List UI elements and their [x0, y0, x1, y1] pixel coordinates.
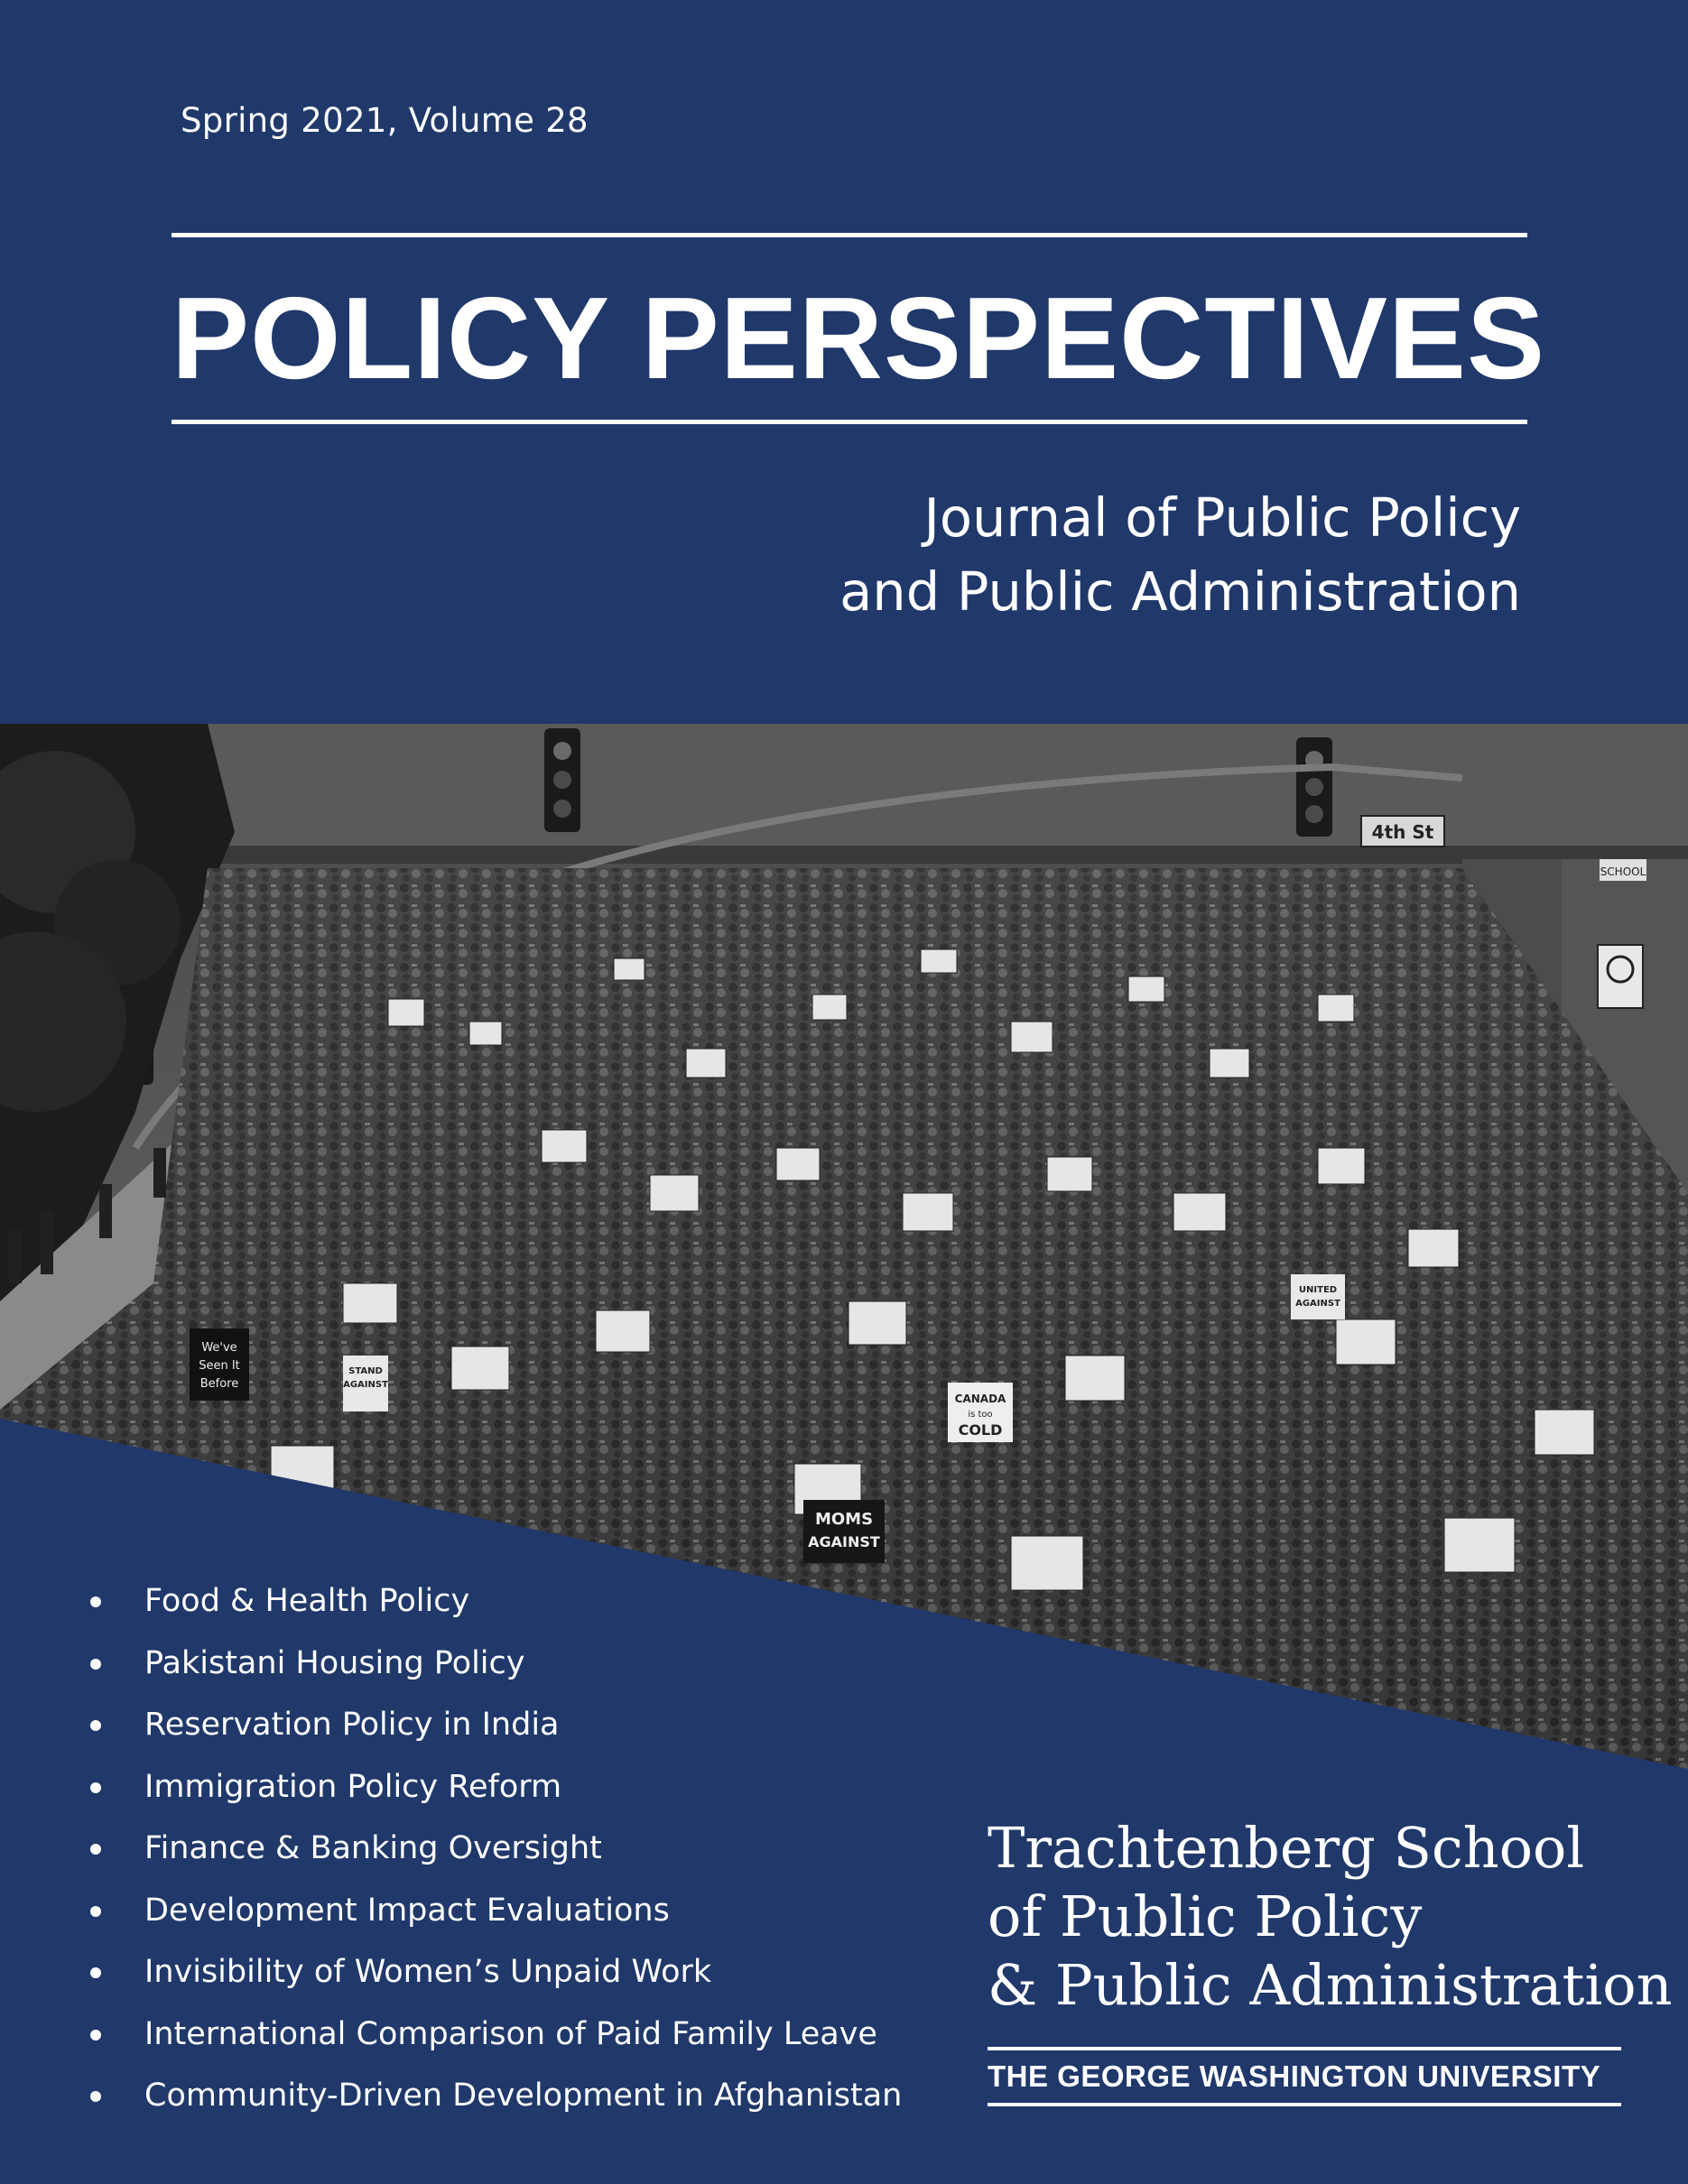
svg-text:MOMS: MOMS [814, 1510, 874, 1529]
svg-text:AGAINST: AGAINST [343, 1380, 388, 1390]
svg-text:is too: is too [968, 1410, 993, 1420]
svg-text:AGAINST: AGAINST [1295, 1299, 1340, 1309]
street-sign-text: 4th St [1371, 821, 1434, 843]
topic-item [90, 1756, 902, 1818]
bullet-icon [90, 1967, 101, 1978]
protest-sign [948, 1383, 1013, 1442]
svg-text:STAND: STAND [348, 1366, 383, 1376]
bullet-icon [90, 1596, 101, 1607]
bullet-icon [90, 1659, 101, 1670]
school-line-3: & Public Administration [988, 1952, 1673, 2018]
masthead-bottom-rule [172, 420, 1527, 424]
svg-text:UNITED: UNITED [1298, 1285, 1338, 1295]
topic-item [90, 1818, 902, 1880]
protest-sign [1291, 1274, 1345, 1319]
topic-label: Reservation Policy in India [144, 1707, 560, 1743]
issue-label: Spring 2021, Volume 28 [181, 101, 589, 140]
masthead-title: POLICY PERSPECTIVES [172, 273, 1546, 403]
svg-text:We've: We've [201, 1341, 237, 1355]
topic-item [90, 1570, 902, 1633]
school-line-1: Trachtenberg School [988, 1815, 1585, 1881]
protest-sign [343, 1356, 388, 1411]
university-name: THE GEORGE WASHINGTON UNIVERSITY [988, 2059, 1601, 2093]
topic-label: International Comparison of Paid Family Leave [144, 2015, 877, 2052]
protest-sign [190, 1328, 249, 1401]
protest-sign [803, 1500, 885, 1563]
topic-label: Development Impact Evaluations [144, 1892, 670, 1929]
subtitle-line-1: Journal of Public Policy [923, 486, 1521, 549]
journal-subtitle [839, 481, 1521, 629]
bullet-icon [90, 2030, 101, 2041]
topic-item [90, 1880, 902, 1942]
topic-label: Food & Health Policy [144, 1583, 470, 1619]
topic-item [90, 1941, 902, 2004]
bullet-icon [90, 2091, 101, 2102]
bullet-icon [90, 1844, 101, 1855]
topic-label: Invisibility of Women’s Unpaid Work [144, 1954, 712, 1990]
svg-text:AGAINST: AGAINST [808, 1533, 880, 1550]
masthead-top-rule [172, 233, 1527, 237]
school-name [988, 1814, 1673, 2020]
svg-text:Seen It: Seen It [199, 1359, 240, 1373]
topic-item [90, 2065, 902, 2127]
svg-text:CANADA: CANADA [954, 1393, 1006, 1405]
university-top-rule [988, 2047, 1621, 2050]
subtitle-line-2: and Public Administration [839, 560, 1521, 623]
topic-item [90, 1633, 902, 1695]
svg-text:COLD: COLD [958, 1421, 1003, 1439]
topic-item [90, 2004, 902, 2066]
school-line-2: of Public Policy [988, 1883, 1423, 1949]
topic-label: Pakistani Housing Policy [144, 1644, 525, 1681]
university-bottom-rule [988, 2103, 1621, 2106]
topics-list [90, 1570, 902, 2127]
school-sign-text: SCHOOL [1600, 865, 1646, 878]
bullet-icon [90, 1720, 101, 1731]
topic-label: Community-Driven Development in Afghanistan [144, 2078, 903, 2114]
topic-label: Immigration Policy Reform [144, 1768, 562, 1805]
svg-text:Before: Before [199, 1377, 239, 1391]
topic-item [90, 1694, 902, 1756]
bullet-icon [90, 1782, 101, 1793]
bullet-icon [90, 1906, 101, 1917]
topic-label: Finance & Banking Oversight [144, 1830, 602, 1866]
